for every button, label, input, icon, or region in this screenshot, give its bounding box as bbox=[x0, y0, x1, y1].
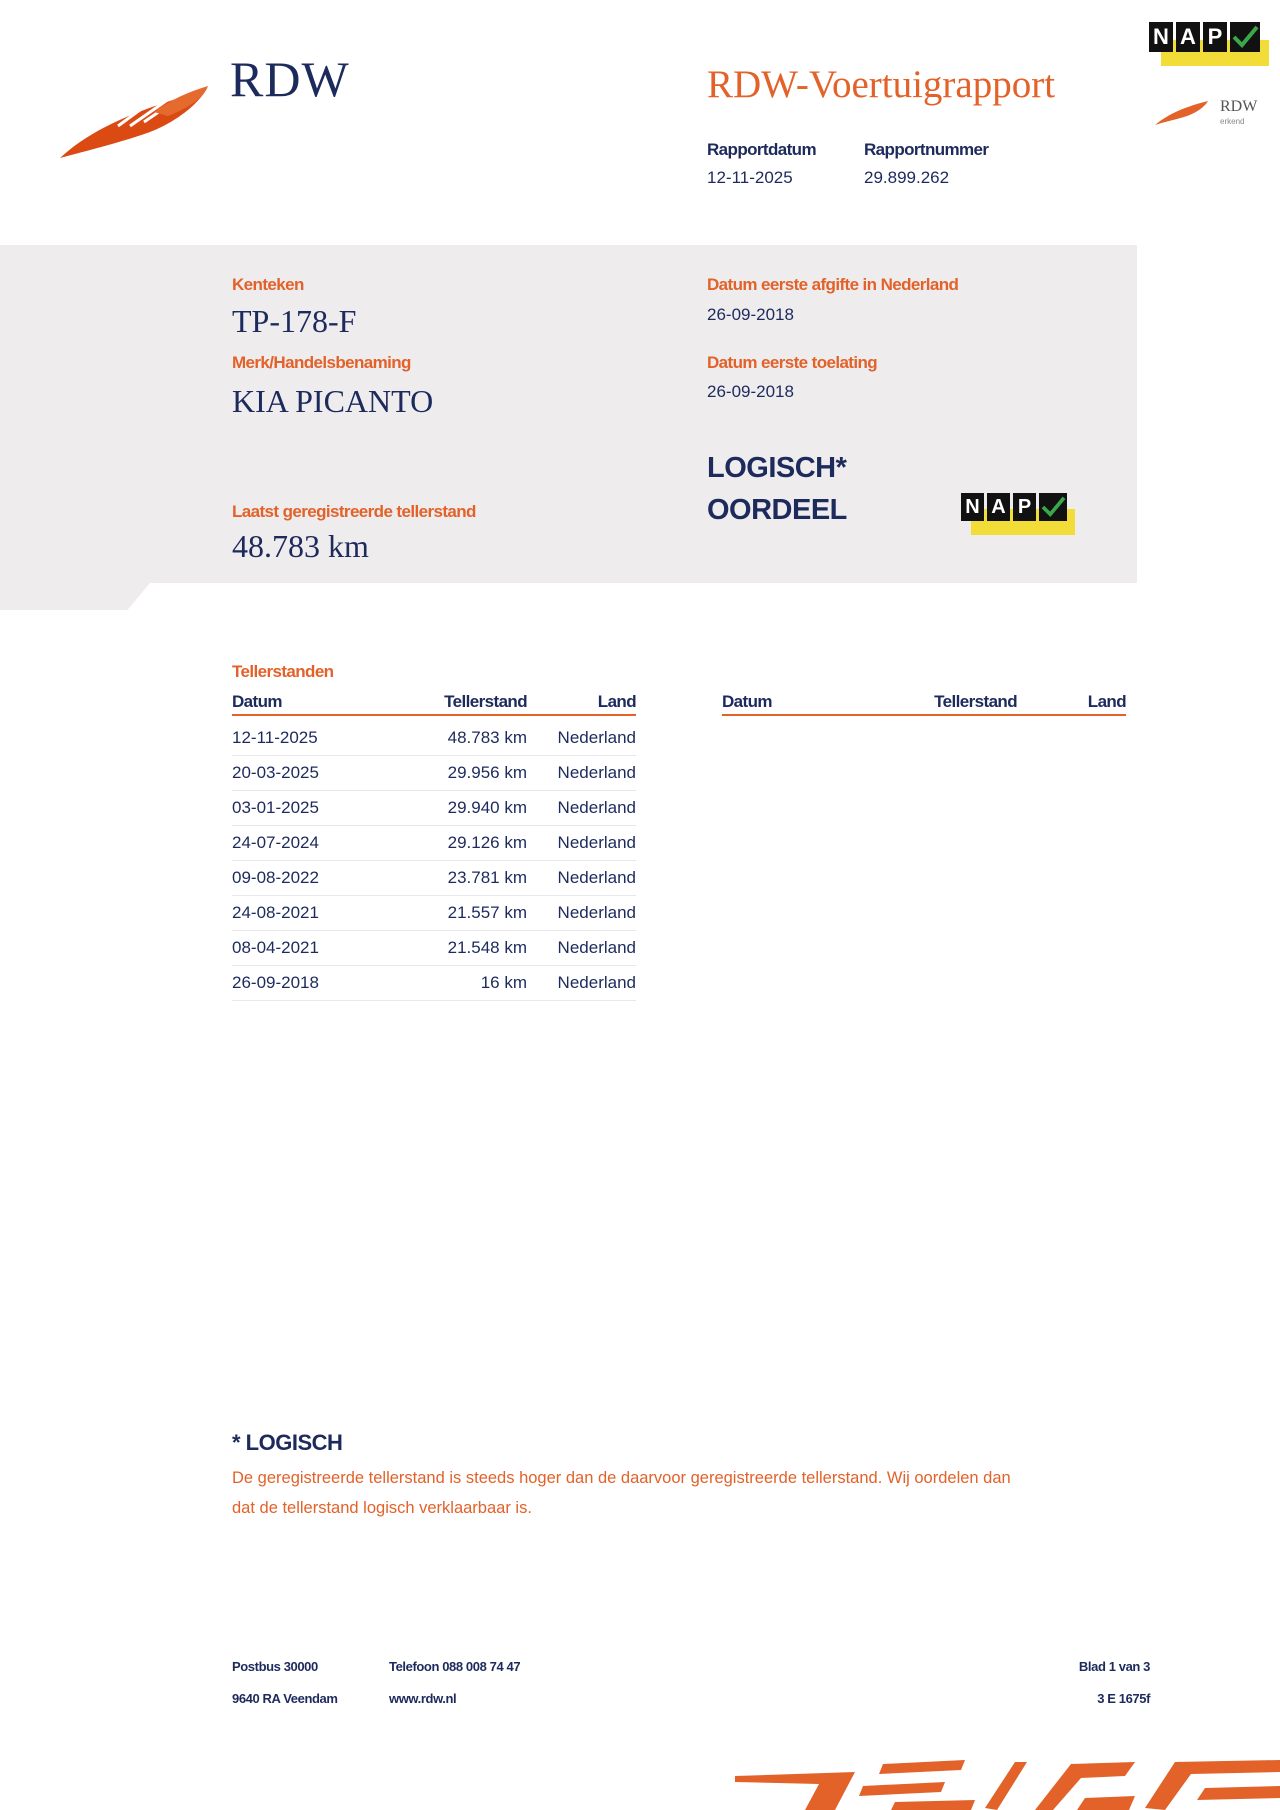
readings-table-right bbox=[722, 692, 1126, 716]
reading-country: Nederland bbox=[557, 763, 636, 782]
col-country-header: Land bbox=[597, 692, 636, 711]
table-row bbox=[232, 721, 636, 756]
nap-letter-p: P bbox=[1203, 22, 1227, 52]
reading-country: Nederland bbox=[557, 868, 636, 887]
table-row bbox=[232, 861, 636, 896]
reading-value: 23.781 km bbox=[447, 868, 527, 887]
col-reading-header-right: Tellerstand bbox=[934, 692, 1017, 711]
make-value: KIA PICANTO bbox=[232, 383, 434, 419]
readings-table-left bbox=[232, 692, 636, 1001]
readings-title: Tellerstanden bbox=[232, 662, 334, 681]
nap-verdict-letter-a: A bbox=[987, 493, 1010, 521]
make-label: Merk/Handelsbenaming bbox=[232, 353, 411, 372]
reading-date: 09-08-2022 bbox=[232, 868, 319, 887]
first-issue-label: Datum eerste afgifte in Nederland bbox=[707, 275, 959, 294]
readings-rows bbox=[232, 721, 636, 1001]
footer-page: Blad 1 van 3 bbox=[1078, 1659, 1150, 1674]
nap-letter-a: A bbox=[1176, 22, 1200, 52]
rdw-erkend-text: RDW bbox=[1220, 98, 1258, 115]
reading-value: 21.557 km bbox=[447, 903, 527, 922]
table-row bbox=[232, 896, 636, 931]
check-icon bbox=[1040, 496, 1066, 518]
table-row bbox=[232, 966, 636, 1001]
note-title: * LOGISCH bbox=[232, 1430, 343, 1455]
report-number: 29.899.262 bbox=[864, 168, 950, 187]
reading-value: 16 km bbox=[480, 973, 527, 992]
reading-value: 29.940 km bbox=[447, 798, 527, 817]
reading-country: Nederland bbox=[557, 833, 636, 852]
reading-value: 21.548 km bbox=[447, 938, 527, 957]
decorative-stripes-icon bbox=[735, 1758, 1280, 1810]
reading-date: 26-09-2018 bbox=[232, 973, 319, 992]
reading-value: 29.956 km bbox=[447, 763, 527, 782]
reading-date: 08-04-2021 bbox=[232, 938, 319, 957]
report-date-label: Rapportdatum bbox=[707, 140, 816, 159]
brand-name: RDW bbox=[230, 51, 350, 107]
report-date: 12-11-2025 bbox=[707, 168, 793, 187]
footer-website[interactable]: www.rdw.nl bbox=[389, 1691, 457, 1706]
rdw-erkend-logo-icon bbox=[1154, 98, 1210, 126]
col-reading-header: Tellerstand bbox=[444, 692, 527, 711]
rdw-logo-icon bbox=[58, 82, 210, 160]
report-title: RDW-Voertuigrapport bbox=[707, 63, 1056, 106]
first-issue-value: 26-09-2018 bbox=[707, 305, 794, 324]
footer-city: 9640 RA Veendam bbox=[232, 1691, 338, 1706]
reading-date: 12-11-2025 bbox=[232, 728, 318, 747]
vehicle-panel-tail bbox=[0, 583, 150, 610]
reading-country: Nederland bbox=[557, 728, 636, 747]
reading-date: 20-03-2025 bbox=[232, 763, 319, 782]
table-row bbox=[232, 826, 636, 861]
plate-label: Kenteken bbox=[232, 275, 304, 294]
verdict-line1: LOGISCH* bbox=[707, 452, 847, 484]
nap-badge-icon bbox=[1149, 22, 1269, 68]
first-admission-label: Datum eerste toelating bbox=[707, 353, 878, 372]
reading-date: 03-01-2025 bbox=[232, 798, 319, 817]
odometer-label: Laatst geregistreerde tellerstand bbox=[232, 502, 476, 521]
reading-country: Nederland bbox=[557, 938, 636, 957]
nap-letter-n: N bbox=[1149, 22, 1173, 52]
reading-value: 29.126 km bbox=[447, 833, 527, 852]
note-text-line2: dat de tellerstand logisch verklaarbaar is. bbox=[232, 1499, 532, 1517]
rdw-erkend-sub: erkend bbox=[1220, 117, 1245, 126]
reading-country: Nederland bbox=[557, 903, 636, 922]
table-row bbox=[232, 756, 636, 791]
note-text-line1: De geregistreerde tellerstand is steeds hoger dan de daarvoor geregistreerde tellerstand. Wij oordelen dan bbox=[232, 1469, 1011, 1487]
reading-country: Nederland bbox=[557, 798, 636, 817]
report-number-label: Rapportnummer bbox=[864, 140, 989, 159]
nap-verdict-icon bbox=[961, 493, 1075, 537]
nap-verdict-letter-p: P bbox=[1013, 493, 1036, 521]
first-admission-value: 26-09-2018 bbox=[707, 382, 794, 401]
footer-phone: Telefoon 088 008 74 47 bbox=[389, 1659, 521, 1674]
table-row bbox=[232, 791, 636, 826]
reading-date: 24-07-2024 bbox=[232, 833, 319, 852]
verdict-line2: OORDEEL bbox=[707, 494, 847, 526]
nap-verdict-letter-n: N bbox=[961, 493, 984, 521]
col-country-header-right: Land bbox=[1087, 692, 1126, 711]
footer-po-box: Postbus 30000 bbox=[232, 1659, 318, 1674]
reading-value: 48.783 km bbox=[447, 728, 527, 747]
col-date-header: Datum bbox=[232, 692, 282, 711]
odometer-value: 48.783 km bbox=[232, 528, 369, 564]
reading-date: 24-08-2021 bbox=[232, 903, 319, 922]
reading-country: Nederland bbox=[557, 973, 636, 992]
col-date-header-right: Datum bbox=[722, 692, 772, 711]
check-icon bbox=[1231, 25, 1259, 49]
plate-value: TP-178-F bbox=[232, 303, 357, 339]
table-row bbox=[232, 931, 636, 966]
footer-code: 3 E 1675f bbox=[1097, 1691, 1150, 1706]
